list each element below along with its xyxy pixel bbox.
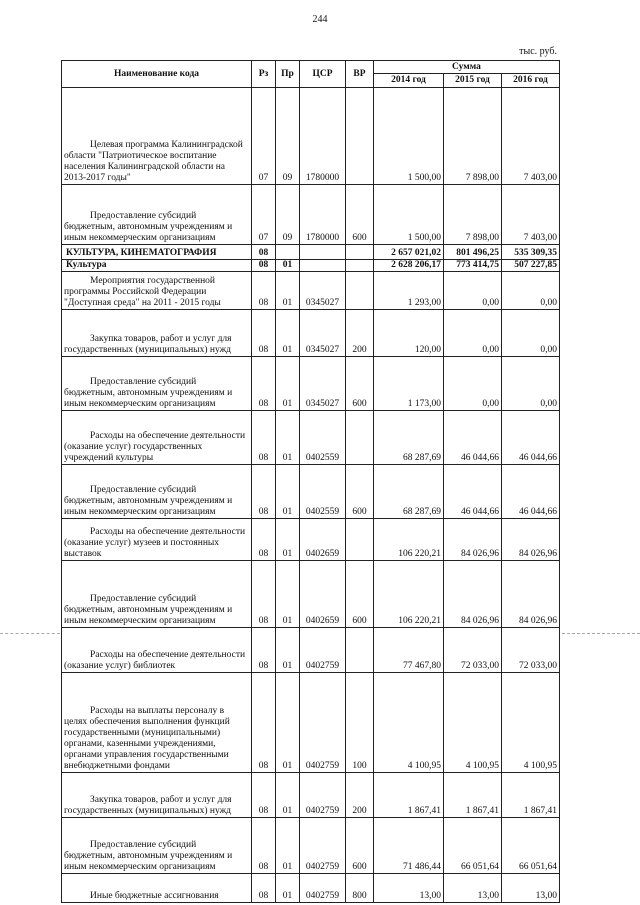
header-vr: ВР	[346, 61, 374, 88]
row-pr-cell: 01	[276, 773, 300, 818]
row-vr-cell: 200	[346, 773, 374, 818]
row-csr-cell: 0402659	[300, 561, 346, 628]
row-2016-cell: 507 227,85	[502, 260, 560, 272]
row-2016-cell: 46 044,66	[502, 465, 560, 519]
header-2016: 2016 год	[502, 74, 560, 88]
header-pr: Пр	[276, 61, 300, 88]
row-2015-cell: 0,00	[444, 272, 502, 310]
row-rz-cell: 08	[252, 310, 276, 357]
row-name-cell: Расходы на обеспечение деятельности (оказание услуг) библиотек	[62, 628, 252, 673]
row-csr-cell: 0402759	[300, 628, 346, 673]
row-rz-cell: 08	[252, 272, 276, 310]
row-2015-cell: 7 898,00	[444, 185, 502, 245]
row-vr-cell	[346, 260, 374, 272]
row-csr-cell: 0402559	[300, 411, 346, 465]
row-name-cell: Предоставление субсидий бюджетным, автономным учреждениям и иным некоммерческим организациям	[62, 818, 252, 874]
row-2014-cell: 106 220,21	[374, 519, 444, 561]
margin-divider-right	[562, 633, 640, 634]
row-vr-cell	[346, 411, 374, 465]
row-2015-cell: 7 898,00	[444, 88, 502, 185]
row-vr-cell	[346, 88, 374, 185]
row-2015-cell: 46 044,66	[444, 411, 502, 465]
row-2014-cell: 1 173,00	[374, 357, 444, 411]
row-rz-cell: 07	[252, 88, 276, 185]
row-vr-cell: 800	[346, 874, 374, 903]
header-csr: ЦСР	[300, 61, 346, 88]
table-row	[62, 519, 560, 561]
row-csr-cell: 0345027	[300, 310, 346, 357]
row-vr-cell	[346, 628, 374, 673]
row-pr-cell	[276, 245, 300, 260]
row-2015-cell: 4 100,95	[444, 673, 502, 773]
row-2015-cell: 72 033,00	[444, 628, 502, 673]
row-name-cell: Предоставление субсидий бюджетным, автономным учреждениям и иным некоммерческим организациям	[62, 561, 252, 628]
table-row	[62, 88, 560, 185]
row-2015-cell: 0,00	[444, 357, 502, 411]
table-row	[62, 272, 560, 310]
row-2016-cell: 7 403,00	[502, 88, 560, 185]
header-2014: 2014 год	[374, 74, 444, 88]
row-name-cell: Мероприятия государственной программы Российской Федерации "Доступная среда" на 2011 - 2015 годы	[62, 272, 252, 310]
row-csr-cell: 1780000	[300, 88, 346, 185]
row-rz-cell: 08	[252, 411, 276, 465]
row-pr-cell: 01	[276, 357, 300, 411]
row-2015-cell: 13,00	[444, 874, 502, 903]
row-2014-cell: 68 287,69	[374, 465, 444, 519]
row-rz-cell: 07	[252, 185, 276, 245]
row-2015-cell: 773 414,75	[444, 260, 502, 272]
row-vr-cell: 200	[346, 310, 374, 357]
row-rz-cell: 08	[252, 673, 276, 773]
row-rz-cell: 08	[252, 874, 276, 903]
row-rz-cell: 08	[252, 260, 276, 272]
row-name-cell: Предоставление субсидий бюджетным, автономным учреждениям и иным некоммерческим организациям	[62, 465, 252, 519]
row-2016-cell: 535 309,35	[502, 245, 560, 260]
row-name-cell: Культура	[62, 260, 252, 272]
row-vr-cell: 600	[346, 818, 374, 874]
row-2016-cell: 7 403,00	[502, 185, 560, 245]
table-row	[62, 310, 560, 357]
row-name-cell: Расходы на обеспечение деятельности (оказание услуг) музеев и постоянных выставок	[62, 519, 252, 561]
row-csr-cell: 0345027	[300, 272, 346, 310]
table-row	[62, 773, 560, 818]
row-2015-cell: 801 496,25	[444, 245, 502, 260]
row-name-cell: Предоставление субсидий бюджетным, автономным учреждениям и иным некоммерческим организациям	[62, 185, 252, 245]
row-2015-cell: 84 026,96	[444, 519, 502, 561]
header-rz: Рз	[252, 61, 276, 88]
row-2016-cell: 84 026,96	[502, 561, 560, 628]
header-name: Наименование кода	[62, 61, 252, 88]
table-row	[62, 673, 560, 773]
units-label: тыс. руб.	[519, 46, 557, 57]
row-name-cell: Предоставление субсидий бюджетным, автономным учреждениям и иным некоммерческим организациям	[62, 357, 252, 411]
row-pr-cell: 01	[276, 465, 300, 519]
row-2016-cell: 0,00	[502, 272, 560, 310]
row-name-cell: Расходы на выплаты персоналу в целях обеспечения выполнения функций государственными (муниципальными) органами, казенными учреждениями, органами управления государственными внебюджетными фондами	[62, 673, 252, 773]
table-row	[62, 818, 560, 874]
table-row	[62, 411, 560, 465]
row-csr-cell: 0402759	[300, 818, 346, 874]
row-pr-cell: 01	[276, 561, 300, 628]
row-vr-cell: 600	[346, 561, 374, 628]
row-vr-cell	[346, 245, 374, 260]
row-2014-cell: 4 100,95	[374, 673, 444, 773]
row-vr-cell	[346, 519, 374, 561]
table-row	[62, 628, 560, 673]
row-pr-cell: 01	[276, 260, 300, 272]
row-2014-cell: 1 867,41	[374, 773, 444, 818]
row-csr-cell	[300, 245, 346, 260]
row-rz-cell: 08	[252, 357, 276, 411]
row-2016-cell: 46 044,66	[502, 411, 560, 465]
margin-divider-left	[0, 633, 60, 634]
row-2014-cell: 2 657 021,02	[374, 245, 444, 260]
row-csr-cell: 0402759	[300, 673, 346, 773]
row-csr-cell: 0402559	[300, 465, 346, 519]
row-pr-cell: 01	[276, 272, 300, 310]
row-2014-cell: 1 500,00	[374, 88, 444, 185]
table-row	[62, 874, 560, 903]
row-2016-cell: 0,00	[502, 310, 560, 357]
row-vr-cell	[346, 272, 374, 310]
row-vr-cell: 600	[346, 357, 374, 411]
budget-table	[61, 60, 560, 903]
row-csr-cell	[300, 260, 346, 272]
row-2014-cell: 1 500,00	[374, 185, 444, 245]
row-rz-cell: 08	[252, 245, 276, 260]
row-csr-cell: 0402759	[300, 773, 346, 818]
row-name-cell: Расходы на обеспечение деятельности (оказание услуг) государственных учреждений культуры	[62, 411, 252, 465]
row-rz-cell: 08	[252, 465, 276, 519]
row-2016-cell: 4 100,95	[502, 673, 560, 773]
row-2016-cell: 0,00	[502, 357, 560, 411]
row-pr-cell: 01	[276, 673, 300, 773]
table-row	[62, 245, 560, 260]
table-row	[62, 465, 560, 519]
row-name-cell: КУЛЬТУРА, КИНЕМАТОГРАФИЯ	[62, 245, 252, 260]
row-2016-cell: 72 033,00	[502, 628, 560, 673]
row-2015-cell: 1 867,41	[444, 773, 502, 818]
row-2014-cell: 71 486,44	[374, 818, 444, 874]
row-name-cell: Целевая программа Калининградской области "Патриотическое воспитание населения Калининградской области на 2013-2017 годы"	[62, 88, 252, 185]
row-rz-cell: 08	[252, 818, 276, 874]
row-2014-cell: 77 467,80	[374, 628, 444, 673]
row-pr-cell: 09	[276, 88, 300, 185]
row-name-cell: Иные бюджетные ассигнования	[62, 874, 252, 903]
table-row	[62, 260, 560, 272]
row-2014-cell: 106 220,21	[374, 561, 444, 628]
row-name-cell: Закупка товаров, работ и услуг для государственных (муниципальных) нужд	[62, 773, 252, 818]
row-2015-cell: 0,00	[444, 310, 502, 357]
row-name-cell: Закупка товаров, работ и услуг для государственных (муниципальных) нужд	[62, 310, 252, 357]
row-2015-cell: 84 026,96	[444, 561, 502, 628]
row-2014-cell: 13,00	[374, 874, 444, 903]
row-2016-cell: 1 867,41	[502, 773, 560, 818]
row-2016-cell: 66 051,64	[502, 818, 560, 874]
row-vr-cell: 600	[346, 465, 374, 519]
table-row	[62, 561, 560, 628]
row-pr-cell: 01	[276, 411, 300, 465]
row-vr-cell: 600	[346, 185, 374, 245]
row-pr-cell: 01	[276, 874, 300, 903]
page-number: 244	[312, 14, 328, 25]
row-csr-cell: 0345027	[300, 357, 346, 411]
row-pr-cell: 01	[276, 310, 300, 357]
table-row	[62, 357, 560, 411]
row-2014-cell: 68 287,69	[374, 411, 444, 465]
header-sum: Сумма	[374, 61, 560, 74]
row-pr-cell: 01	[276, 519, 300, 561]
row-csr-cell: 1780000	[300, 185, 346, 245]
row-2014-cell: 120,00	[374, 310, 444, 357]
header-2015: 2015 год	[444, 74, 502, 88]
row-2015-cell: 66 051,64	[444, 818, 502, 874]
row-pr-cell: 01	[276, 818, 300, 874]
row-rz-cell: 08	[252, 561, 276, 628]
row-csr-cell: 0402759	[300, 874, 346, 903]
row-rz-cell: 08	[252, 519, 276, 561]
row-rz-cell: 08	[252, 628, 276, 673]
row-2016-cell: 13,00	[502, 874, 560, 903]
row-2014-cell: 2 628 206,17	[374, 260, 444, 272]
row-csr-cell: 0402659	[300, 519, 346, 561]
row-pr-cell: 09	[276, 185, 300, 245]
table-row	[62, 185, 560, 245]
row-pr-cell: 01	[276, 628, 300, 673]
row-2016-cell: 84 026,96	[502, 519, 560, 561]
row-2015-cell: 46 044,66	[444, 465, 502, 519]
row-rz-cell: 08	[252, 773, 276, 818]
row-vr-cell: 100	[346, 673, 374, 773]
row-2014-cell: 1 293,00	[374, 272, 444, 310]
